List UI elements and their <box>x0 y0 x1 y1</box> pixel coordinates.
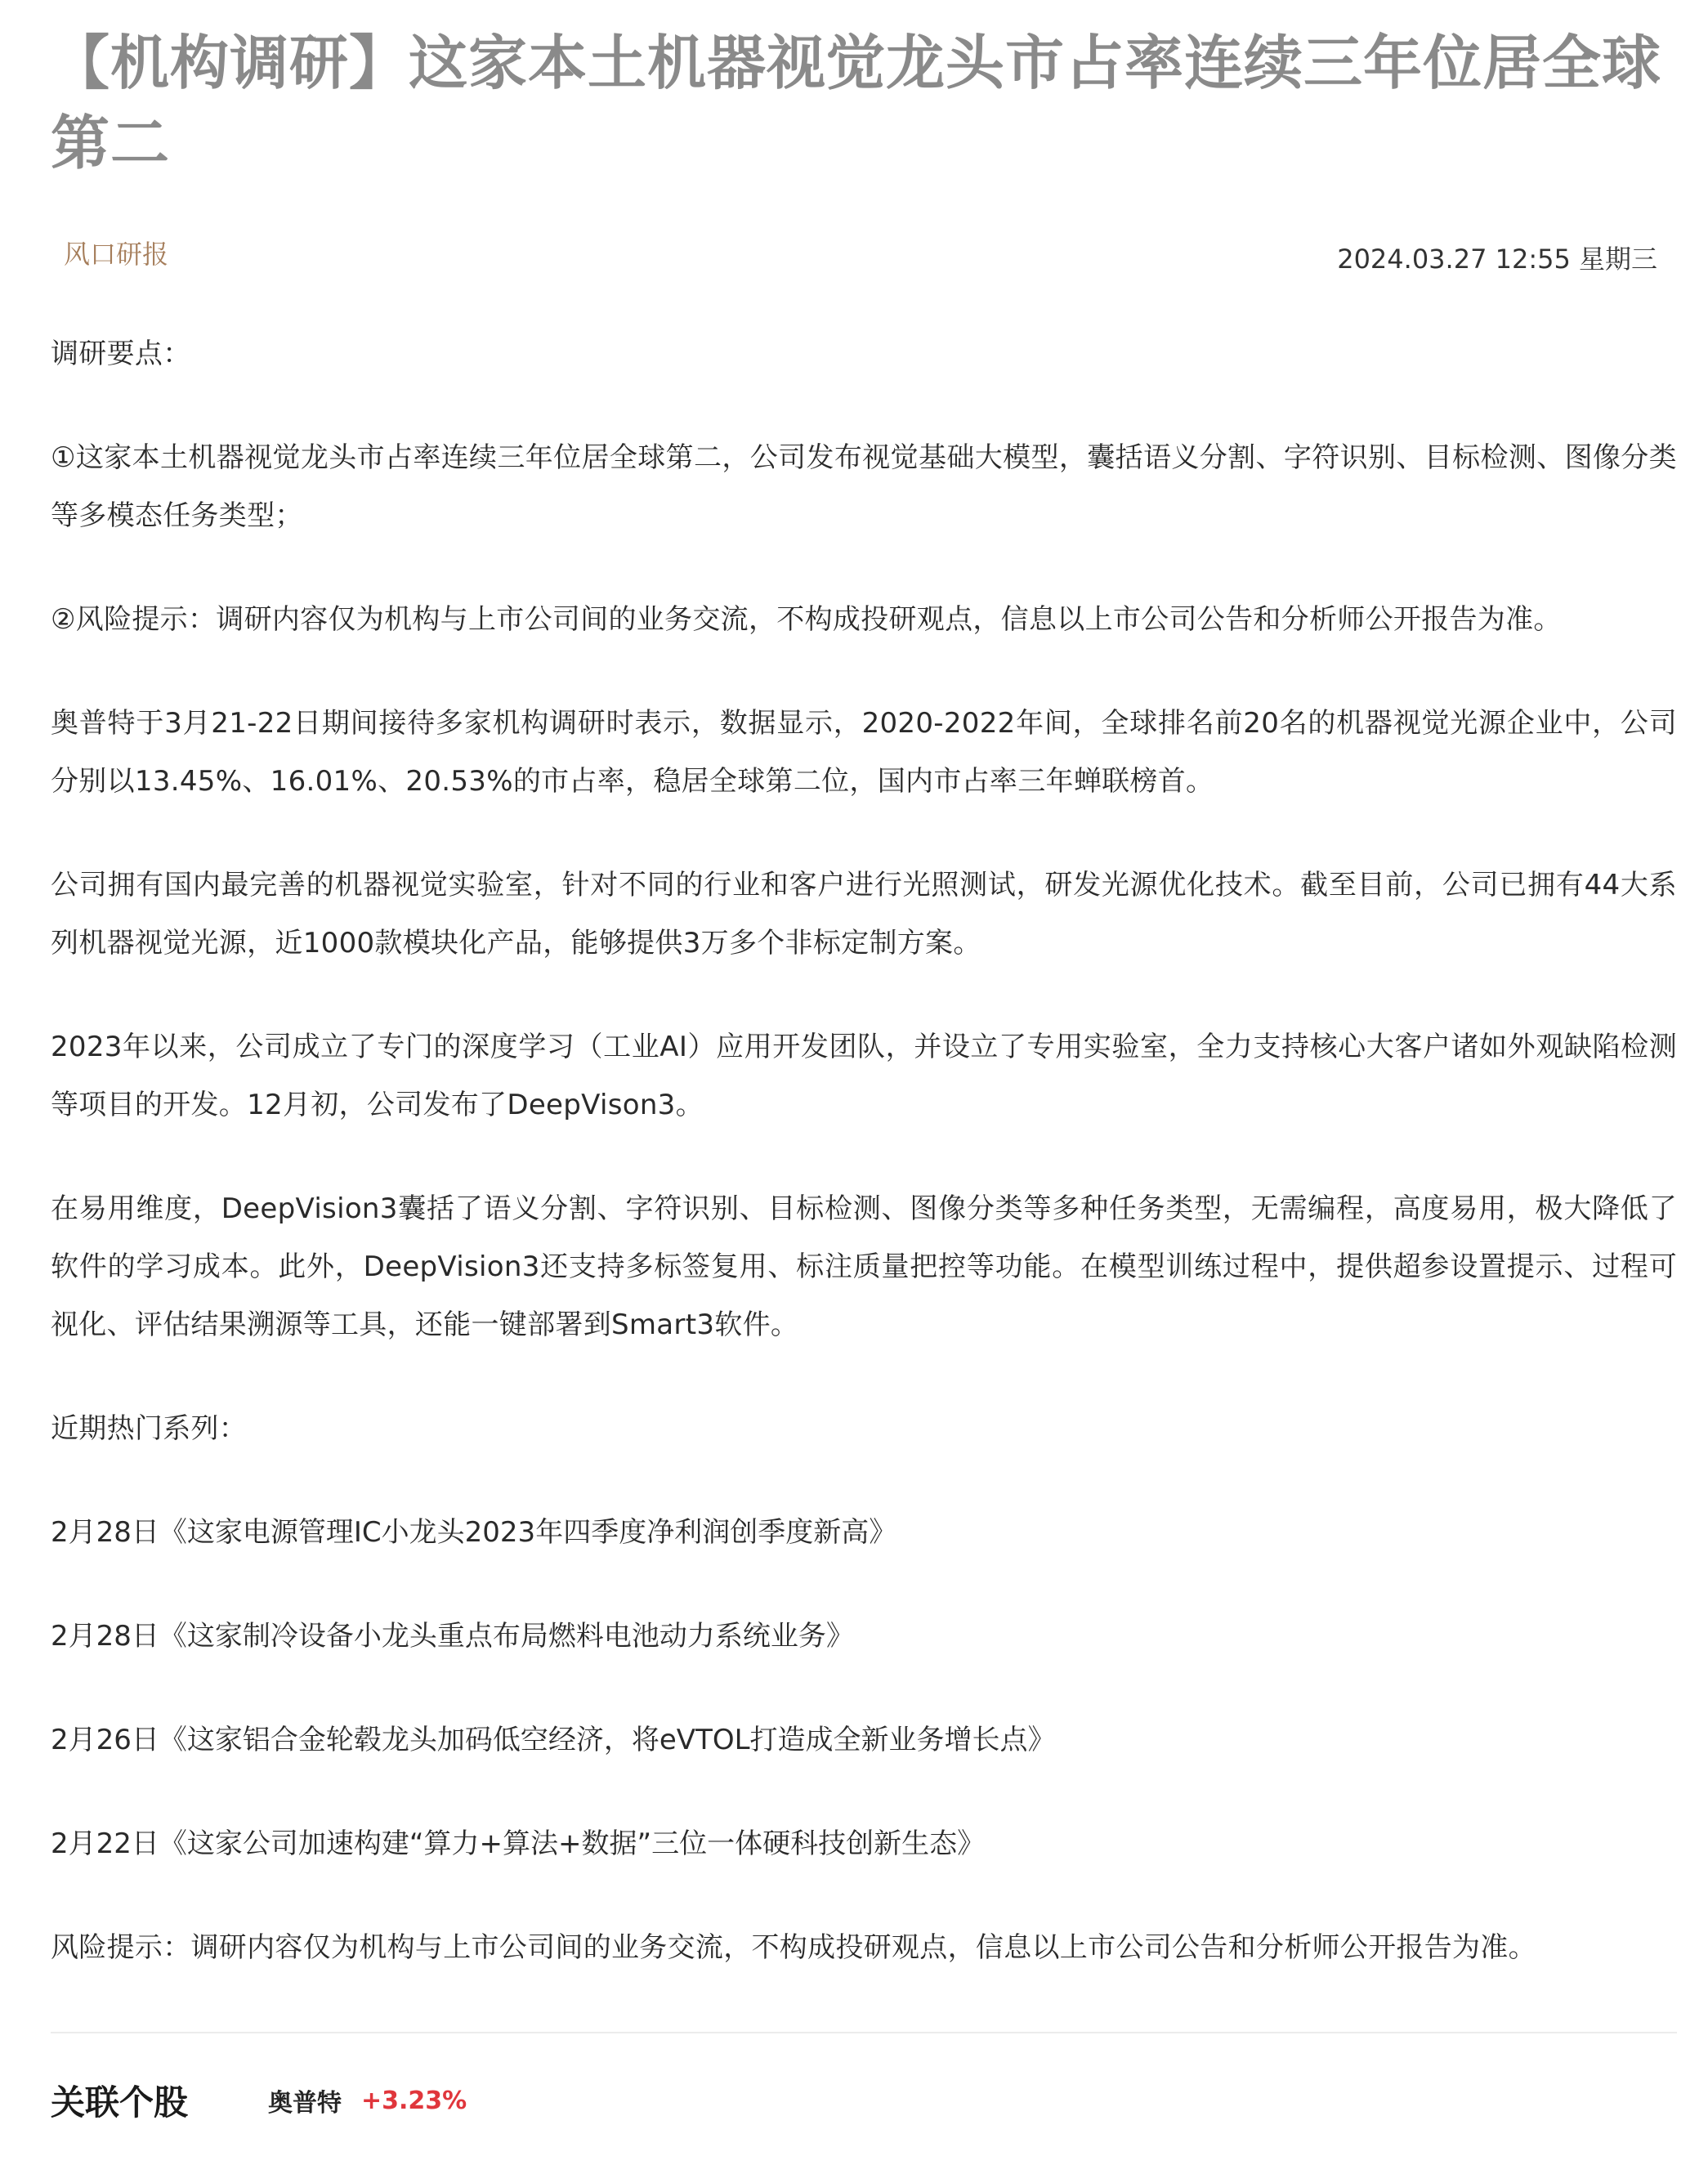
body-paragraph: 奥普特于3月21-22日期间接待多家机构调研时表示，数据显示，2020-2022年间，全球排名前20名的机器视觉光源企业中，公司分别以13.45%、16.01%、20.53%的市占率，稳居全球第二位，国内市占率三年蝉联榜首。 <box>51 707 1677 798</box>
hot-series-link[interactable]: 2月22日《这家公司加速构建“算力+算法+数据”三位一体硬科技创新生态》 <box>51 1827 986 1860</box>
body-paragraph: 在易用维度，DeepVision3囊括了语义分割、字符识别、目标检测、图像分类等多种任务类型，无需编程，高度易用，极大降低了软件的学习成本。此外，DeepVision3还支持多标签复用、标注质量把控等功能。在模型训练过程中，提供超参设置提示、过程可视化、评估结果溯源等工具，还能一键部署到Smart3软件。 <box>51 1192 1677 1341</box>
related-stocks-label: 关联个股 <box>51 2082 189 2123</box>
hot-series-heading: 近期热门系列： <box>51 1412 248 1445</box>
stock-change: +3.23% <box>361 2086 467 2115</box>
hot-series-link[interactable]: 2月26日《这家铝合金轮毂龙头加码低空经济，将eVTOL打造成全新业务增长点》 <box>51 1724 1056 1756</box>
stock-name[interactable]: 奥普特 <box>268 2089 342 2118</box>
section-divider <box>51 2032 1677 2033</box>
hot-series-link[interactable]: 2月28日《这家电源管理IC小龙头2023年四季度净利润创季度新高》 <box>51 1516 897 1549</box>
article-source[interactable]: 风口研报 <box>64 239 169 270</box>
body-paragraph: 2023年以来，公司成立了专门的深度学习（工业AI）应用开发团队，并设立了专用实验室，全力支持核心大客户诸如外观缺陷检测等项目的开发。12月初，公司发布了DeepVison3。 <box>51 1031 1677 1121</box>
body-paragraph: 公司拥有国内最完善的机器视觉实验室，针对不同的行业和客户进行光照测试，研发光源优化技术。截至目前，公司已拥有44大系列机器视觉光源，近1000款模块化产品，能够提供3万多个非标定制方案。 <box>51 869 1677 960</box>
key-point-2: ②风险提示：调研内容仅为机构与上市公司间的业务交流，不构成投研观点，信息以上市公司公告和分析师公开报告为准。 <box>51 603 1562 636</box>
key-point-1: ①这家本土机器视觉龙头市占率连续三年位居全球第二，公司发布视觉基础大模型，囊括语义分割、字符识别、目标检测、图像分类等多模态任务类型； <box>51 441 1677 532</box>
article-body <box>51 325 1677 1977</box>
article-datetime: 2024.03.27 12:55 星期三 <box>1337 244 1657 275</box>
related-stocks <box>51 2076 467 2125</box>
hot-series-link[interactable]: 2月28日《这家制冷设备小龙头重点布局燃料电池动力系统业务》 <box>51 1620 854 1653</box>
key-points-heading: 调研要点： <box>51 338 191 370</box>
article-title: 【机构调研】这家本土机器视觉龙头市占率连续三年位居全球第二 <box>51 29 1662 177</box>
risk-disclaimer: 风险提示：调研内容仅为机构与上市公司间的业务交流，不构成投研观点，信息以上市公司公告和分析师公开报告为准。 <box>51 1931 1536 1964</box>
